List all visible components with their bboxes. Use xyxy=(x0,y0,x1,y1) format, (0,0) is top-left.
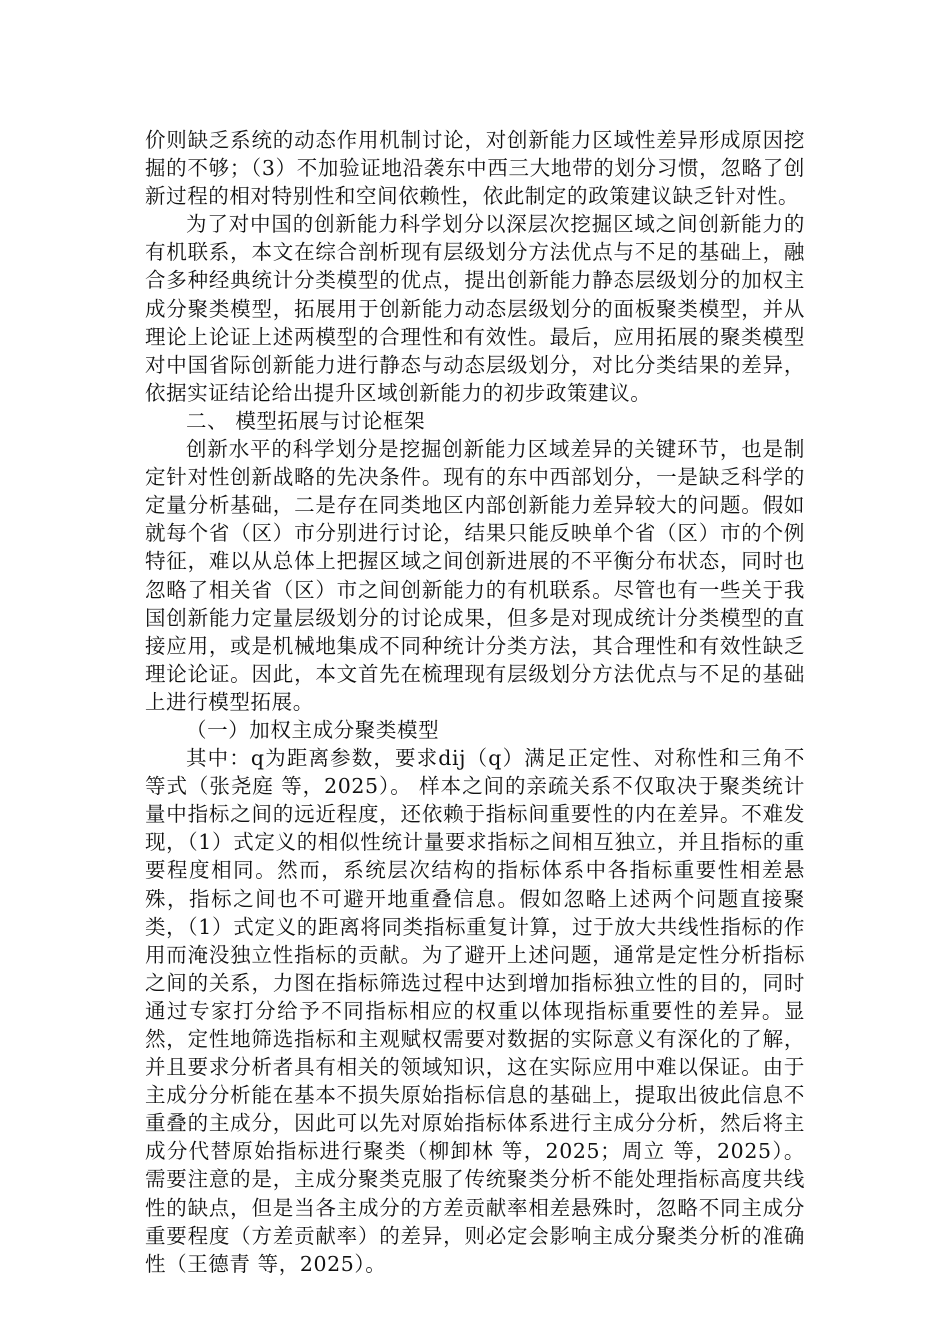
document-body xyxy=(145,126,805,1278)
paragraph-section-body: 创新水平的科学划分是挖掘创新能力区域差异的关键环节，也是制定针对性创新战略的先决条件。现有的东中西部划分，一是缺乏科学的定量分析基础，二是存在同类地区内部创新能力差异较大的问题。假如就每个省（区）市分别进行讨论，结果只能反映单个省（区）市的个例特征，难以从总体上把握区域之间创新进展的不平衡分布状态，同时也忽略了相关省（区）市之间创新能力的有机联系。尽管也有一些关于我国创新能力定量层级划分的讨论成果，但多是对现成统计分类模型的直接应用，或是机械地集成不同种统计分类方法，其合理性和有效性缺乏理论论证。因此，本文首先在梳理现有层级划分方法优点与不足的基础上进行模型拓展。 xyxy=(145,437,805,714)
paragraph-subsection-body: 其中：q为距离参数，要求dij（q）满足正定性、对称性和三角不等式（张尧庭 等，2025）。 样本之间的亲疏关系不仅取决于聚类统计量中指标之间的远近程度，还依赖于指标间重要性的内在差异。不难发现，（1）式定义的相似性统计量要求指标之间相互独立，并且指标的重要程度相同。然而，系统层次结构的指标体系中各指标重要性相差悬殊，指标之间也不可避开地重叠信息。假如忽略上述两个问题直接聚类，（1）式定义的距离将同类指标重复计算，过于放大共线性指标的作用而淹没独立性指标的贡献。为了避开上述问题，通常是定性分析指标之间的关系，力图在指标筛选过程中达到增加指标独立性的目的，同时通过专家打分给予不同指标相应的权重以体现指标重要性的差异。显然，定性地筛选指标和主观赋权需要对数据的实际意义有深化的了解，并且要求分析者具有相关的领域知识，这在实际应用中难以保证。由于主成分分析能在基本不损失原始指标信息的基础上，提取出彼此信息不重叠的主成分，因此可以先对原始指标体系进行主成分分析，然后将主成分代替原始指标进行聚类（柳卸林 等，2025；周立 等，2025）。需要注意的是，主成分聚类克服了传统聚类分析不能处理指标高度共线性的缺点，但是当各主成分的方差贡献率相差悬殊时，忽略不同主成分重要程度（方差贡献率）的差异，则必定会影响主成分聚类分析的准确性（王德青 等，2025）。 xyxy=(145,746,805,1276)
paragraph-intro-purpose: 为了对中国的创新能力科学划分以深层次挖掘区域之间创新能力的有机联系，本文在综合剖析现有层级划分方法优点与不足的基础上，融合多种经典统计分类模型的优点，提出创新能力静态层级划分的加权主成分聚类模型，拓展用于创新能力动态层级划分的面板聚类模型，并从理论上论证上述两模型的合理性和有效性。最后，应用拓展的聚类模型对中国省际创新能力进行静态与动态层级划分，对比分类结果的差异，依据实证结论给出提升区域创新能力的初步政策建议。 xyxy=(145,212,805,405)
section-heading: 二、 模型拓展与讨论框架 xyxy=(186,408,426,433)
paragraph-continuation: 价则缺乏系统的动态作用机制讨论，对创新能力区域性差异形成原因挖掘的不够；（3）不加验证地沿袭东中西三大地带的划分习惯，忽略了创新过程的相对特别性和空间依赖性，依此制定的政策建议缺乏针对性。 xyxy=(145,128,805,209)
subsection-heading: （一）加权主成分聚类模型 xyxy=(186,717,440,742)
